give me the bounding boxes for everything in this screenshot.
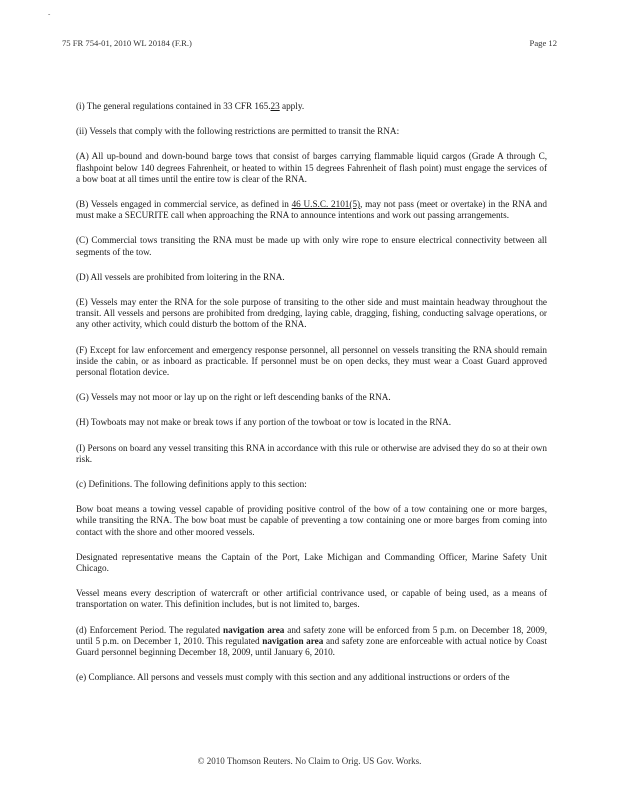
paragraph-g: (G) Vessels may not moor or lay up on the right or left descending banks of the RNA.	[76, 392, 391, 403]
paragraph-c: (C) Commercial tows transiting the RNA must be made up with only wire rope to ensure electrical connectivity between all segments of the tow.	[76, 235, 547, 257]
cfr-link[interactable]: 23	[270, 101, 280, 111]
paragraph-h: (H) Towboats may not make or break tows if any portion of the towboat or tow is located in the RNA.	[76, 417, 452, 428]
usc-link[interactable]: 46 U.S.C. 2101(5)	[291, 199, 361, 210]
paragraph-b: (B) Vessels engaged in commercial service, as defined in 46 U.S.C. 2101(5), may not pass (meet or overtake) in the RNA and must make a SECURITE call when approaching the RNA to announce intentions and work out passing arrangements.	[76, 199, 547, 221]
definition-designated-representative: Designated representative means the Captain of the Port, Lake Michigan and Commanding Officer, Marine Safety Unit Chicago.	[76, 551, 547, 574]
page-header	[62, 38, 557, 48]
paragraph-i: (I) Persons on board any vessel transiting this RNA in accordance with this rule or otherwise are advised they do so at their own risk.	[76, 442, 547, 464]
paragraph-a: (A) All up-bound and down-bound barge tows that consist of barges carrying flammable liquid cargos (Grade A through C, flashpoint below 140 degrees Fahrenheit, or heated to within 15 degrees Fahrenheit of flash point) must engage the services of a bow boat at all times until the entire tow is clear of the RNA.	[76, 151, 547, 184]
paragraph-e: (E) Vessels may enter the RNA for the sole purpose of transiting to the other side and must maintain headway throughout the transit. All vessels and persons are prohibited from dredging, laying cable, dragging, fishing, conducting salvage operations, or any other activity, which could disturb the bottom of the RNA.	[76, 297, 547, 330]
definition-vessel: Vessel means every description of watercraft or other artificial contrivance used, or capable of being used, as a means of transportation on water. This definition includes, but is not limited to, barges.	[76, 588, 547, 610]
paragraph-definitions: (c) Definitions. The following definitions apply to this section:	[76, 479, 307, 490]
paragraph-restrictions-intro: (ii) Vessels that comply with the following restrictions are permitted to transit the RNA:	[76, 126, 400, 137]
paragraph-compliance: (e) Compliance. All persons and vessels must comply with this section and any additional instructions or orders of the	[76, 672, 510, 683]
paragraph-enforcement-period: (d) Enforcement Period. The regulated navigation area and safety zone will be enforced from 5 p.m. on December 18, 2009, until 5 p.m. on December 1, 2010. This regulated navigation area and safety zone are enforceable with actual notice by Coast Guard personnel beginning December 18, 2009, until January 6, 2010.	[76, 624, 547, 658]
citation: 75 FR 754-01, 2010 WL 20184 (F.R.)	[62, 38, 192, 48]
definition-bow-boat: Bow boat means a towing vessel capable of providing positive control of the bow of a tow containing one or more barges, while transiting the RNA. The bow boat must be capable of preventing a tow containing one or more barges from coming into contact with the shore and other moored vessels.	[76, 504, 547, 537]
page-footer: © 2010 Thomson Reuters. No Claim to Orig. US Gov. Works.	[197, 756, 422, 766]
paragraph-general-regulations: (i) The general regulations contained in 33 CFR 165.23 apply.	[76, 101, 305, 111]
document-body	[76, 101, 547, 698]
page-number: Page 12	[529, 38, 557, 48]
paragraph-f: (F) Except for law enforcement and emergency response personnel, all personnel on vessels transiting the RNA should remain inside the cabin, or as inboard as practicable. If personnel must be on open decks, they must wear a Coast Guard approved personal flotation device.	[76, 344, 547, 378]
corner-mark: -	[48, 10, 51, 18]
paragraph-d: (D) All vessels are prohibited from loitering in the RNA.	[76, 271, 285, 282]
